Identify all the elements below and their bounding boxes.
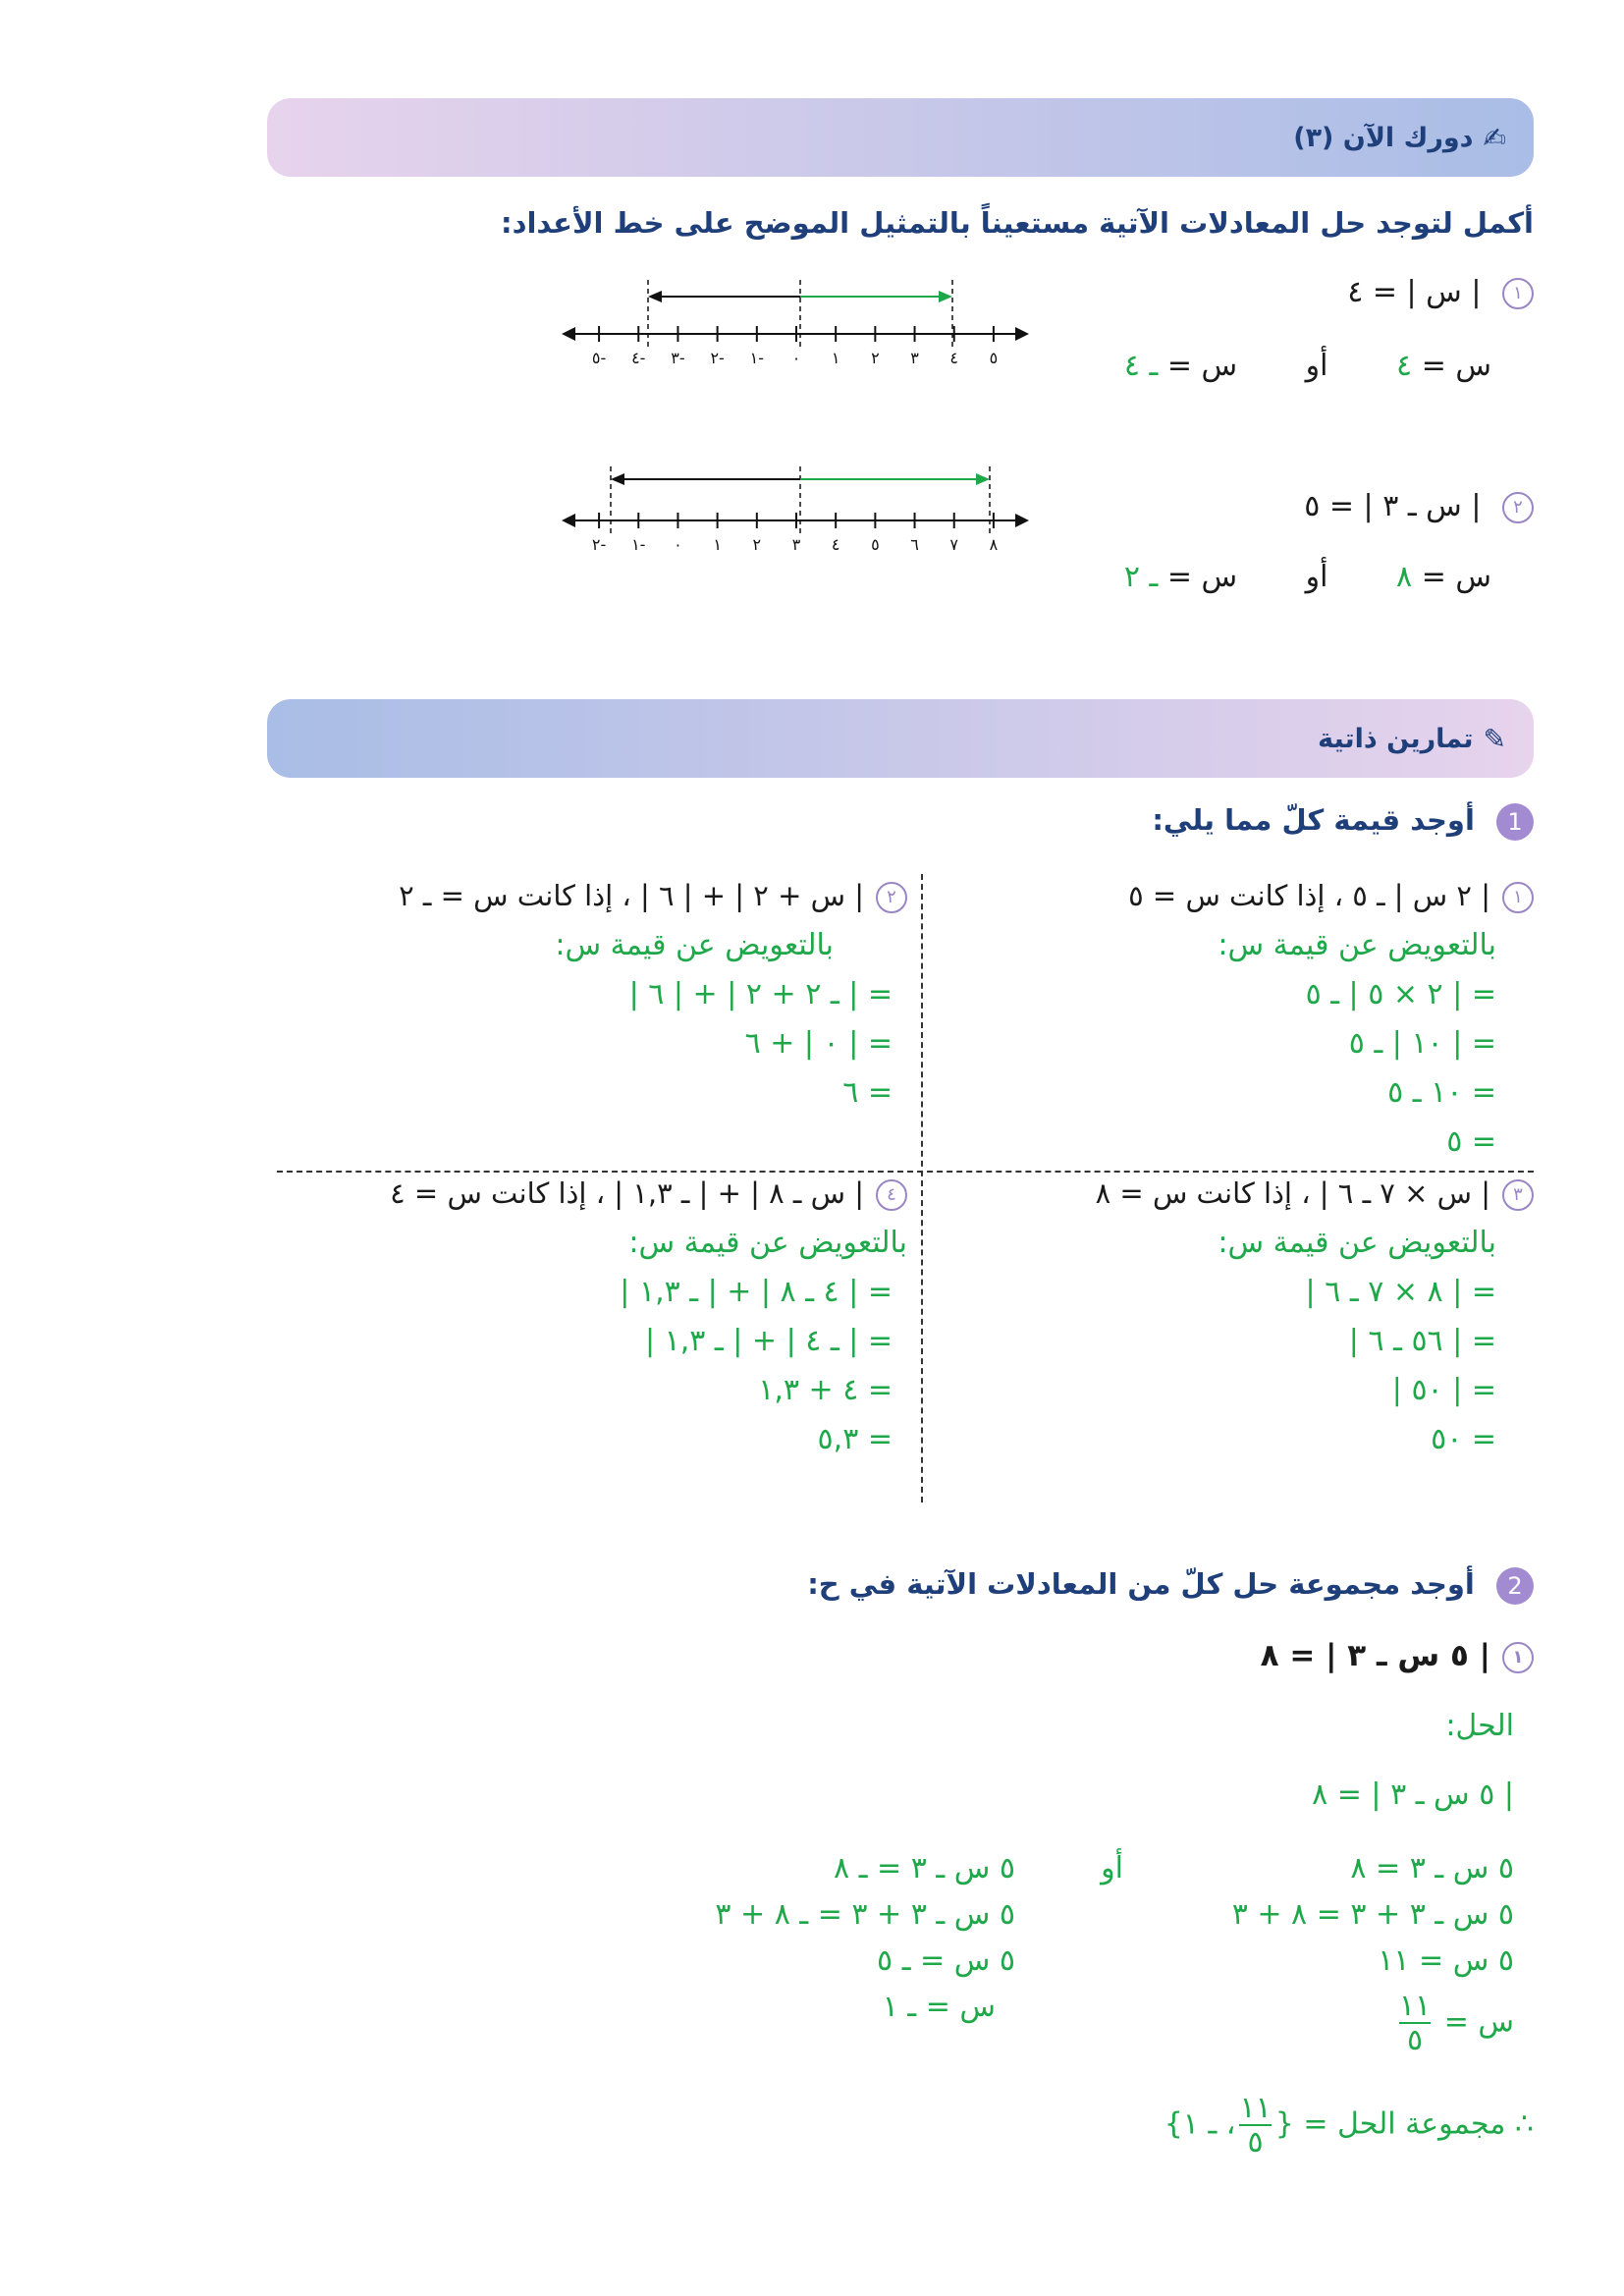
tick-label: ٣-: [671, 349, 685, 367]
item-b-step: = | ـ ٢ + ٢ | + | ٦ |: [628, 977, 893, 1011]
item-c-step: = | ٥٠ |: [1391, 1373, 1496, 1407]
tick-label: ٠: [791, 349, 801, 367]
left-step: ٥ س = ـ ٥: [877, 1943, 1015, 1978]
tick-label: ٤: [949, 349, 959, 367]
equation-q1: ١ | س | = ٤: [1347, 275, 1534, 309]
item-c-step: = ٥٠: [1431, 1422, 1496, 1456]
item-b-step: = | ٠ | + ٦: [744, 1026, 893, 1061]
number-line-q2: [560, 452, 1031, 570]
tick-label: ٢: [871, 349, 880, 367]
equation-ex2-q1: ١| ٥ س ـ ٣ | = ٨: [1261, 1638, 1534, 1673]
item-a-step: = | ٢ × ٥ | ـ ٥: [1305, 977, 1496, 1011]
pencil-hand-icon: ✍: [1483, 121, 1506, 154]
item-number: ١: [1502, 278, 1534, 309]
right-step-fraction: س = $\frac{١١}{٥}$: [1398, 1989, 1514, 2057]
tick-label: ٧: [949, 535, 959, 554]
tick-label: ١: [713, 535, 722, 554]
pencil-icon: ✎: [1483, 722, 1506, 755]
item-c-step: = | ٥٦ ـ ٦ |: [1348, 1324, 1496, 1358]
item-number: ٢: [1502, 492, 1534, 523]
tick-label: ٥: [989, 349, 999, 367]
right-step: ٥ س ـ ٣ + ٣ = ٨ + ٣: [1231, 1897, 1514, 1932]
right-step: ٥ س ـ ٣ = ٨: [1350, 1851, 1514, 1886]
solution-set: ∴ مجموعة الحل = { $\frac{١١}{٥}$ ، ـ ١}: [1164, 2091, 1534, 2159]
banner-title: دورك الآن (٣): [1293, 122, 1474, 153]
item-a-step: = ١٠ ـ ٥: [1387, 1075, 1496, 1110]
tick-label: ١-: [631, 535, 646, 554]
divider-horizontal: [277, 1171, 1534, 1173]
solution-line-q2: س = ٨ أو س = ـ ٢: [1123, 560, 1491, 594]
or-word: أو: [1101, 1851, 1123, 1886]
tick-label: ٢: [752, 535, 762, 554]
tick-label: ٣: [910, 349, 919, 367]
number-line-q1: [560, 265, 1031, 383]
tick-label: ١: [831, 349, 840, 367]
exercise-1-title: 1 أوجد قيمة كلّ مما يلي:: [1152, 803, 1534, 841]
tick-label: ٨: [989, 535, 999, 554]
section-banner-exercises: [267, 699, 1534, 778]
tick-label: ٤-: [631, 349, 646, 367]
tick-label: ٥-: [591, 349, 607, 367]
tick-label: ٥: [871, 535, 880, 554]
section-banner-turn: [267, 98, 1534, 177]
exercise-2-title: 2 أوجد مجموعة حل كلّ من المعادلات الآتية في ح:: [807, 1567, 1534, 1605]
tick-label: ٢-: [710, 349, 725, 367]
left-step: س = ـ ١: [882, 1990, 996, 2024]
exercise-number: 2: [1496, 1567, 1534, 1605]
divider-vertical: [921, 874, 923, 1503]
equation-q2: ٢ | س ـ ٣ | = ٥: [1304, 489, 1534, 523]
solution-line-q1: س = ٤ أو س = ـ ٤: [1123, 349, 1491, 383]
item-d-step: = | ٤ ـ ٨ | + | ـ ١,٣ |: [620, 1275, 893, 1309]
item-b-sub: بالتعويض عن قيمة س:: [555, 928, 834, 962]
right-step: ٥ س = ١١: [1378, 1943, 1514, 1978]
tick-label: ٢-: [591, 535, 607, 554]
item-a-prompt: ١| ٢ س | ـ ٥ ، إذا كانت س = ٥: [1128, 879, 1534, 913]
tick-label: ٣: [791, 535, 801, 554]
item-c-sub: بالتعويض عن قيمة س:: [1218, 1226, 1496, 1260]
item-a-sub: بالتعويض عن قيمة س:: [1218, 928, 1496, 962]
item-d-sub: بالتعويض عن قيمة س:: [628, 1226, 907, 1260]
tick-label: ٦: [910, 535, 919, 554]
item-d-prompt: ٤| س ـ ٨ | + | ـ ١,٣ | ، إذا كانت س = ٤: [390, 1176, 907, 1211]
item-a-step: = ٥: [1446, 1124, 1496, 1159]
banner-title: تمارين ذاتية: [1318, 723, 1474, 754]
instruction-text: أكمل لتوجد حل المعادلات الآتية مستعيناً بالتمثيل الموضح على خط الأعداد:: [500, 206, 1534, 240]
left-step: ٥ س ـ ٣ = ـ ٨: [834, 1851, 1015, 1886]
exercise-number: 1: [1496, 803, 1534, 841]
item-b-prompt: ٢| س + ٢ | + | ٦ | ، إذا كانت س = ـ ٢: [399, 879, 907, 913]
tick-label: ١-: [749, 349, 765, 367]
item-a-step: = | ١٠ | ـ ٥: [1348, 1026, 1496, 1061]
item-b-step: = ٦: [842, 1075, 893, 1110]
tick-label: ٠: [674, 535, 682, 554]
item-c-step: = | ٨ × ٧ ـ ٦ |: [1305, 1275, 1496, 1309]
left-step: ٥ س ـ ٣ + ٣ = ـ ٨ + ٣: [715, 1897, 1015, 1932]
item-d-step: = ٥,٣: [817, 1422, 893, 1456]
restated-equation: | ٥ س ـ ٣ | = ٨: [1312, 1777, 1514, 1812]
item-d-step: = | ـ ٤ | + | ـ ١,٣ |: [644, 1324, 893, 1358]
item-d-step: = ٤ + ١,٣: [758, 1373, 893, 1407]
solution-word: الحل:: [1445, 1709, 1514, 1743]
item-c-prompt: ٣| س × ٧ ـ ٦ | ، إذا كانت س = ٨: [1096, 1176, 1534, 1211]
tick-label: ٤: [831, 535, 840, 554]
